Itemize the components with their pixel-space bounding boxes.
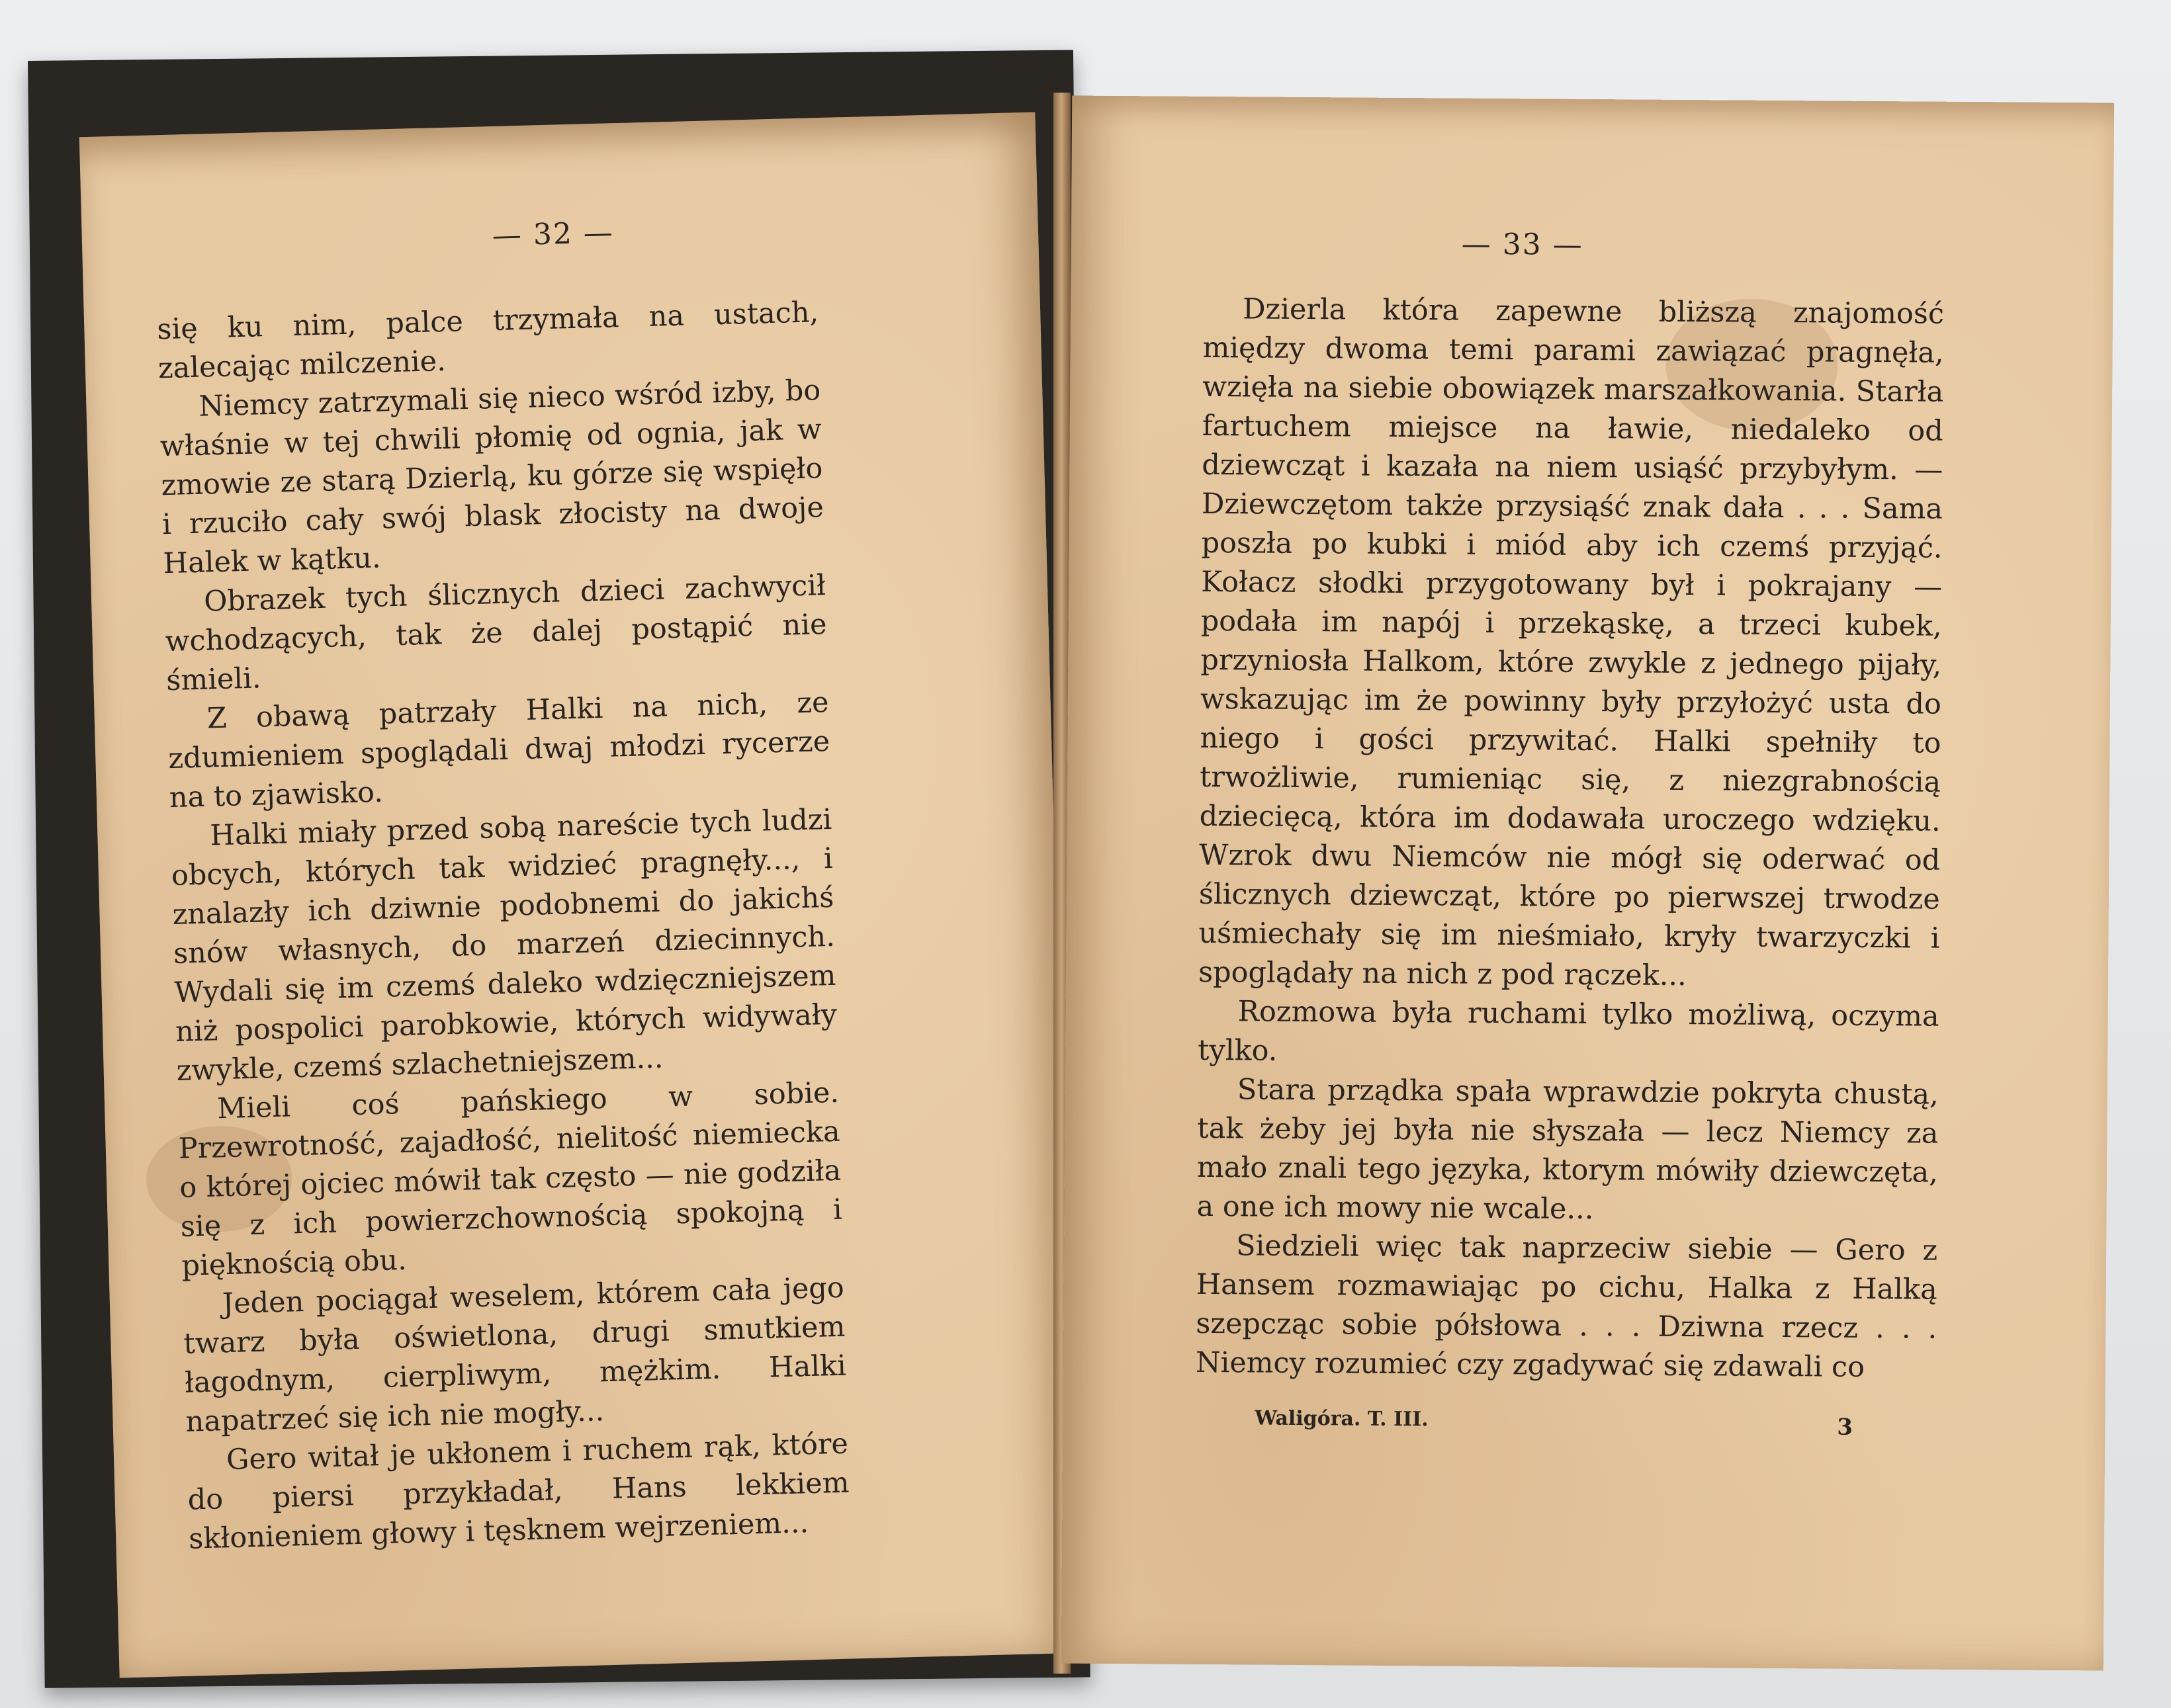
paragraph: Niemcy zatrzymali się nieco wśród izby, bo właśnie w tej chwili płomię od ognia, jak w zmowie ze starą Dzierlą, ku górze się wspięło i rzuciło cały swój blask złocisty na dwoje Halek w kątku.	[159, 374, 824, 581]
paragraph: Jeden pociągał weselem, którem cała jego twarz była oświetlona, drugi smutkiem łagodnym, cierpliwym, mężkim. Halki napatrzeć się ich nie mogły...	[183, 1271, 847, 1439]
right-page	[1061, 96, 2115, 1671]
paragraph: Dzierla która zapewne bliższą znajomość między dwoma temi parami zawiązać pragnęła, wzięła na siebie obowiązek marszałkowania. Starła fartuchem miejsce na ławie, niedaleko od dziewcząt i kazała na niem usiąść przybyłym. — Dziewczętom także przysiąść znak dała . . . Sama poszła po kubki i miód aby ich czemś przyjąć. Kołacz słodki przygotowany był i pokrajany — podała im napój i przekąskę, a trzeci kubek, przyniosła Halkom, które zwykle z jednego pijały, wskazując im że powinny były przyłożyć usta do niego i gości przywitać. Halki spełniły to trwożliwie, rumieniąc się, z niezgrabnością dziecięcą, która im dodawała uroczego wdzięku. Wzrok dwu Niemców nie mógł się oderwać od ślicznych dziewcząt, które po pierwszej trwodze uśmiechały się im nieśmiało, kryły twarzyczki i spoglądały na nich z pod rączek...	[1198, 292, 1945, 993]
right-page-text	[1196, 290, 1945, 1388]
left-page-text	[157, 293, 851, 1559]
paragraph: Halki miały przed sobą nareście tych ludzi obcych, których tak widzieć pragnęły..., i znalazły ich dziwnie podobnemi do jakichś snów własnych, do marzeń dziecinnych. Wydali się im czemś daleko wdzięczniejszem niż pospolici parobkowie, których widywały zwykle, czemś szlachetniejszem...	[171, 802, 838, 1088]
paragraph: Mieli coś pańskiego w sobie. Przewrotność, zajadłość, nielitość niemiecka o której ojciec mówił tak często — nie godziła się z ich powierzchownością spokojną i pięknością obu.	[178, 1076, 843, 1283]
footer-signature: Waligóra. T. III.	[1255, 1406, 1429, 1431]
paragraph: Z obawą patrzały Halki na nich, ze zdumieniem spoglądali dwaj młodzi rycerze na to zjawisko.	[167, 685, 830, 815]
page-number-right: — 33 —	[1461, 227, 1583, 262]
paragraph: Stara prządka spała wprawdzie pokryta chustą, tak żeby jej była nie słyszała — lecz Niemcy za mało znali tego języka, ktorym mówiły dziewczęta, a one ich mowy nie wcale...	[1196, 1073, 1939, 1226]
left-page	[79, 112, 1075, 1678]
footer-sheet-number: 3	[1837, 1414, 1853, 1441]
paragraph: Rozmowa była ruchami tylko możliwą, oczyma tylko.	[1198, 995, 1939, 1068]
paragraph: Gero witał je ukłonem i ruchem rąk, które do piersi przykładał, Hans lekkiem skłonieniem głowy i tęsknem wejrzeniem...	[187, 1427, 850, 1556]
paragraph: Obrazek tych ślicznych dzieci zachwycił wchodzących, tak że dalej postąpić nie śmieli.	[165, 569, 828, 698]
paragraph: Siedzieli więc tak naprzeciw siebie — Gero z Hansem rozmawiając po cichu, Halka z Halką szepcząc sobie półsłowa . . . Dziwna rzecz . . . Niemcy rozumieć czy zgadywać się zdawali co	[1195, 1229, 1938, 1384]
page-number-left: — 32 —	[492, 216, 615, 253]
paragraph: się ku nim, palce trzymała na ustach, zalecając milczenie.	[156, 296, 819, 386]
